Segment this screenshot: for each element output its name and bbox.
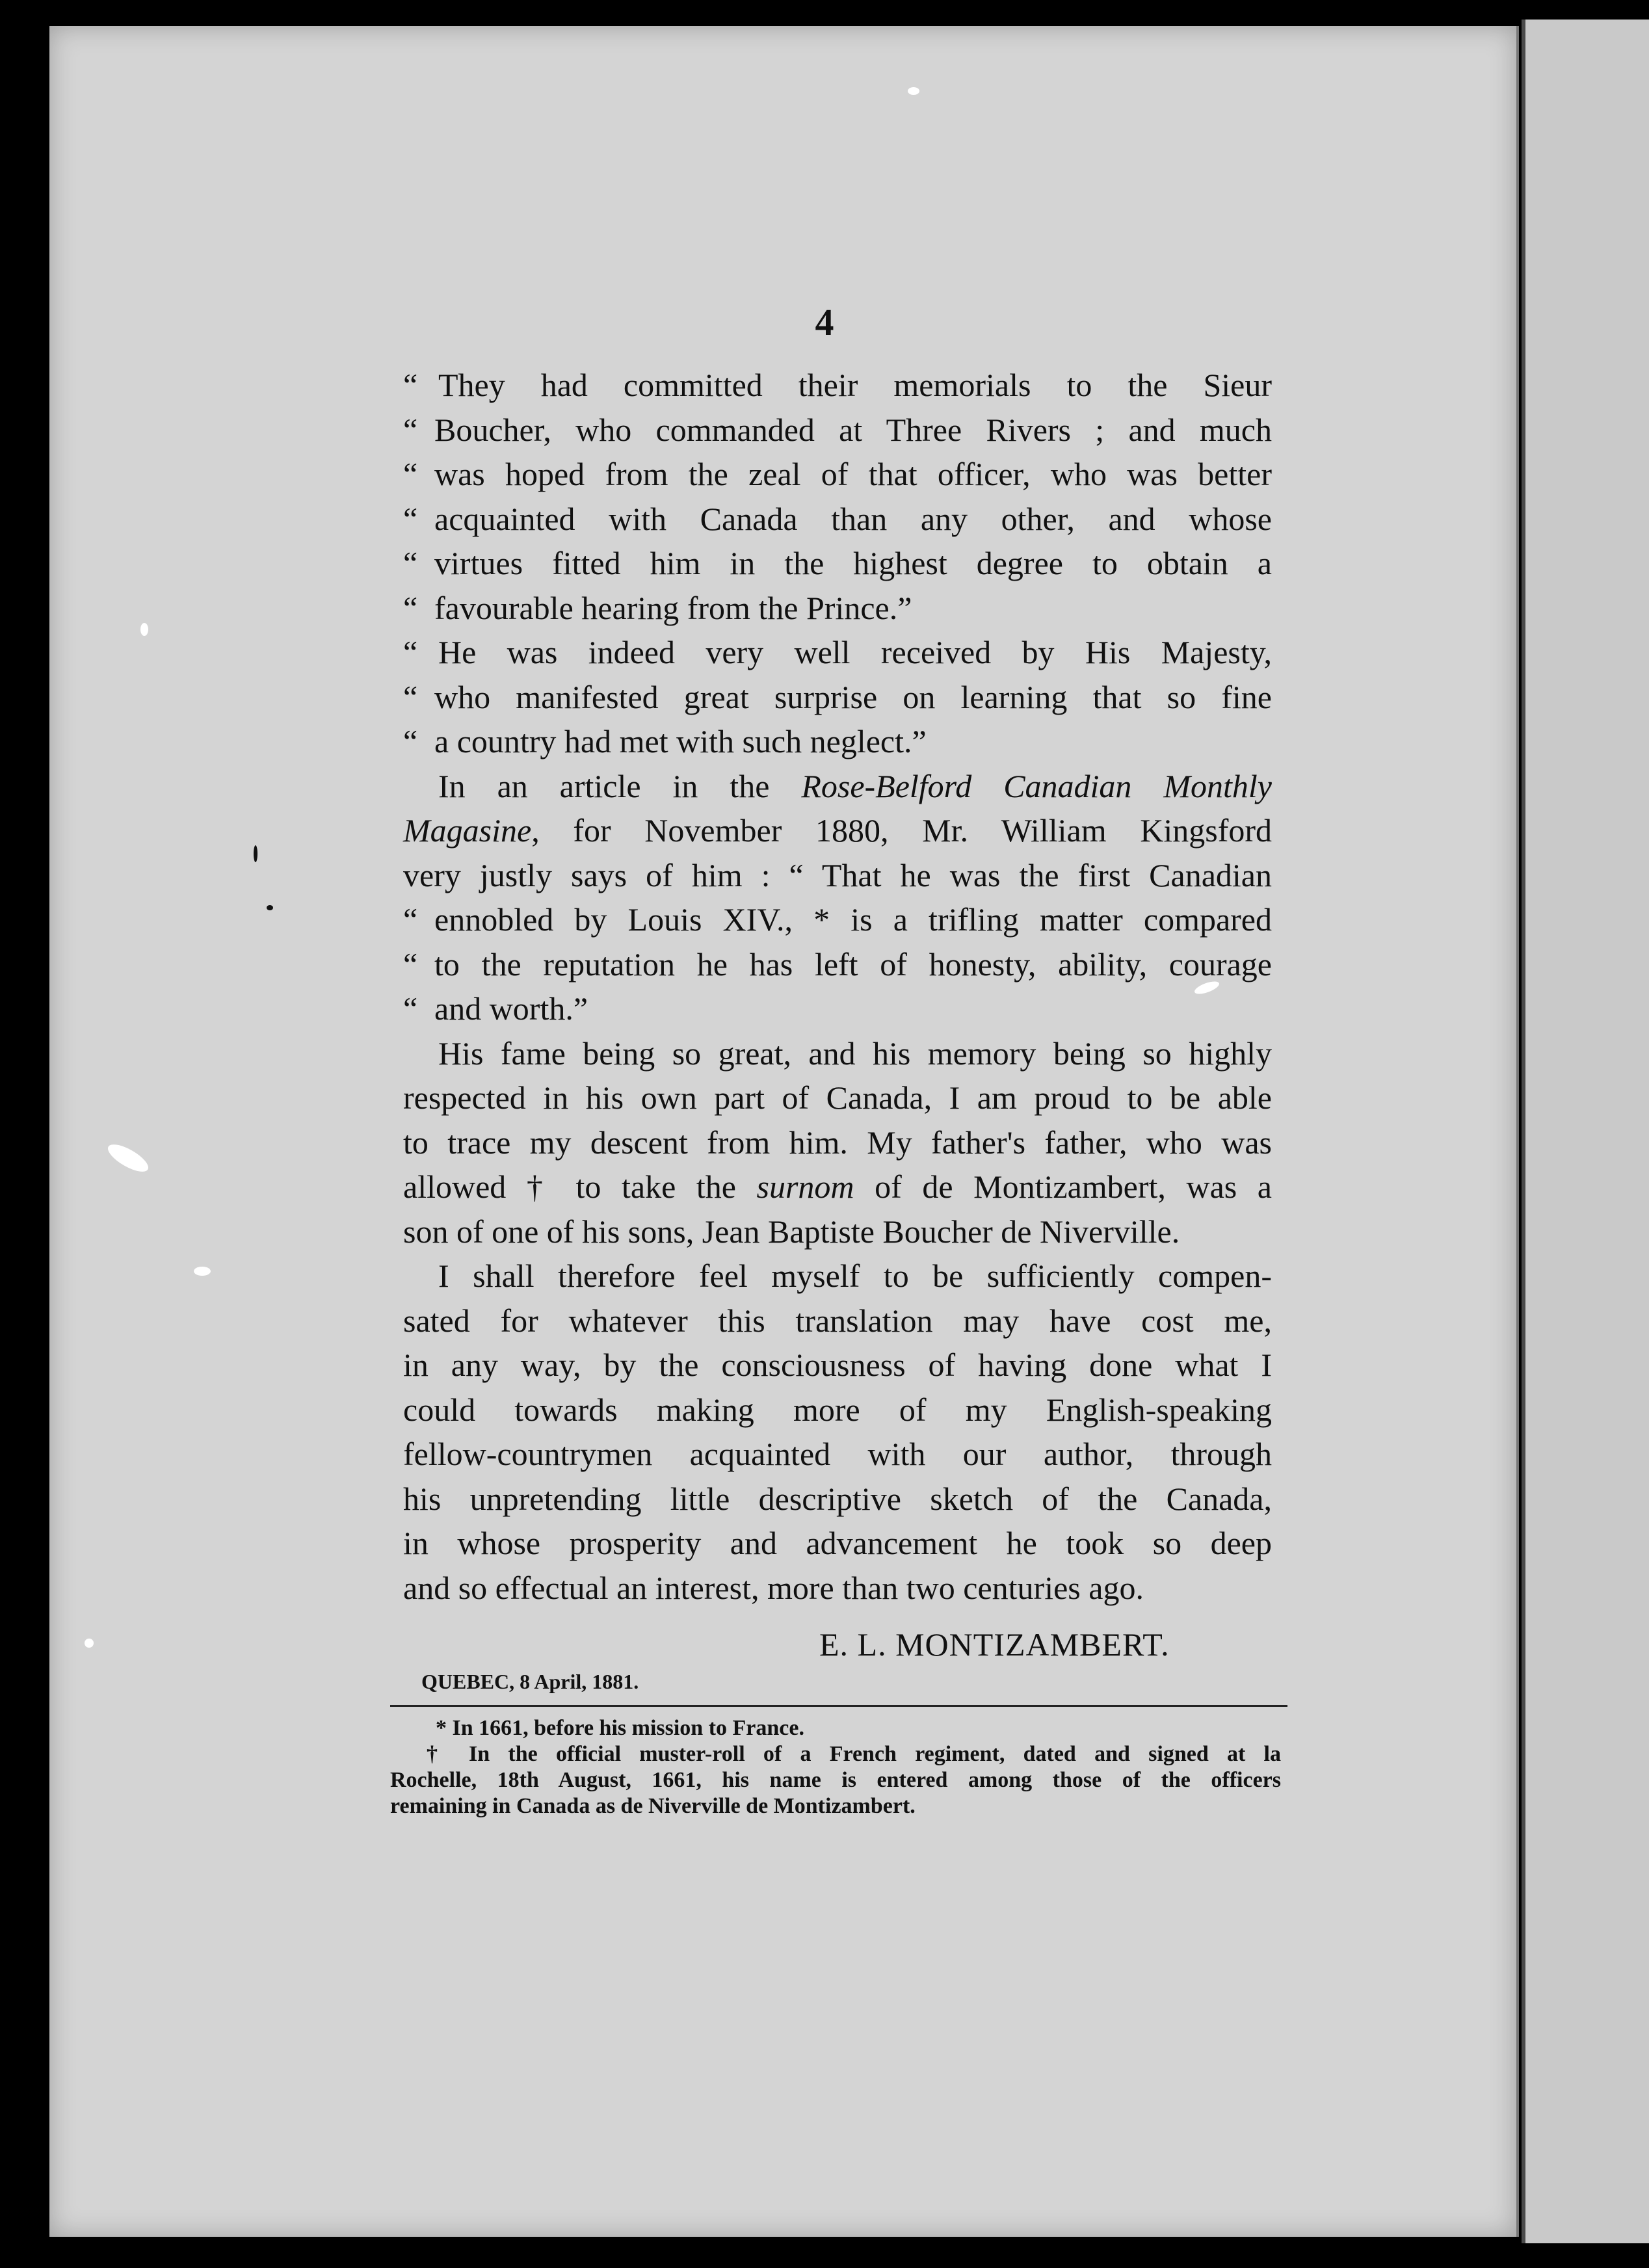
italic-title: Magasine [403,812,532,849]
text-line: “ favourable hearing from the Prince.” [403,586,1272,631]
footnote-line: Rochelle, 18th August, 1661, his name is entered among those of the officers [390,1768,1281,1792]
paragraph [403,630,1272,764]
page-number: 4 [815,301,834,343]
quote-mark: “ [403,500,418,537]
italic-title: surnom [756,1168,854,1205]
text-line: “ and worth.” [403,986,1272,1031]
text-line: “ who manifested great surprise on learning that so fine [403,675,1272,720]
scan-speck [140,623,148,636]
body-text [403,363,1272,1610]
paragraph [403,1254,1272,1610]
quote-mark: “ [403,901,418,938]
text-line: “ was hoped from the zeal of that officer, who was better [403,452,1272,497]
facing-page-edge [1522,20,1649,2243]
scan-speck [908,87,919,95]
text-line: in whose prosperity and advancement he took so deep [403,1525,1272,1561]
place-and-date: QUEBEC, 8 April, 1881. [421,1670,639,1693]
paragraph [403,363,1272,630]
text-line: to trace my descent from him. My father's father, who was [403,1124,1272,1161]
text-line: “ Boucher, who commanded at Three Rivers ; and much [403,408,1272,453]
scan-speck [267,905,273,910]
quote-mark: “ [403,367,418,403]
quote-mark: “ [403,634,418,670]
quote-mark: “ [403,678,418,715]
text-line: “ virtues fitted him in the highest degree to obtain a [403,541,1272,586]
scan-speck [85,1639,94,1648]
quote-mark: “ [403,545,418,581]
signature-block [0,1626,1649,1693]
quote-mark: “ [403,456,418,492]
paragraph [403,1031,1272,1254]
text-line: “ a country had met with such neglect.” [403,719,1272,764]
italic-title: Rose-Belford Canadian Monthly [801,767,1272,804]
text-line: respected in his own part of Canada, I am proud to be able [403,1079,1272,1116]
quote-mark: “ [403,945,418,982]
scan-speck [194,1267,211,1276]
text-line: his unpretending little descriptive sketch of the Canada, [403,1480,1272,1517]
text-line: I shall therefore feel myself to be sufficiently compen- [438,1258,1272,1294]
footnote-line: * In 1661, before his mission to France. [436,1716,804,1740]
text-line: allowed † to take the surnom of de Montizambert, was a [403,1168,1272,1205]
footnotes [390,1715,1281,1819]
text-line: In an article in the Rose-Belford Canadian Monthly [438,767,1272,804]
text-line: “ ennobled by Louis XIV., * is a trifling matter compared [403,897,1272,942]
text-line: sated for whatever this translation may have cost me, [403,1302,1272,1339]
text-line: “ acquainted with Canada than any other, and whose [403,497,1272,542]
text-line: very justly says of him : “ That he was the first Canadian [403,856,1272,893]
text-line: “ They had committed their memorials to the Sieur [403,363,1272,408]
text-line: Magasine, for November 1880, Mr. William Kingsford [403,812,1272,849]
text-line: His fame being so great, and his memory being so highly [438,1035,1272,1072]
footnote-divider [390,1705,1287,1707]
author-signature: E. L. MONTIZAMBERT. [819,1626,1170,1663]
footnote-line: † In the official muster-roll of a French regiment, dated and signed at la [427,1742,1281,1766]
text-line: and so effectual an interest, more than two centuries ago. [403,1569,1144,1606]
quote-mark: “ [403,411,418,448]
paragraph [403,764,1272,1031]
quote-mark: “ [403,990,418,1027]
text-line: “ to the reputation he has left of honesty, ability, courage [403,942,1272,987]
text-line: son of one of his sons, Jean Baptiste Boucher de Niverville. [403,1213,1180,1250]
text-line: fellow-countrymen acquainted with our author, through [403,1436,1272,1472]
quote-mark: “ [403,723,418,759]
text-line: could towards making more of my English-speaking [403,1391,1272,1428]
quote-mark: “ [403,589,418,626]
scan-speck [254,845,257,862]
footnote-line: remaining in Canada as de Niverville de Montizambert. [390,1794,916,1818]
text-line: in any way, by the consciousness of having done what I [403,1347,1272,1383]
text-line: “ He was indeed very well received by His Majesty, [403,630,1272,675]
